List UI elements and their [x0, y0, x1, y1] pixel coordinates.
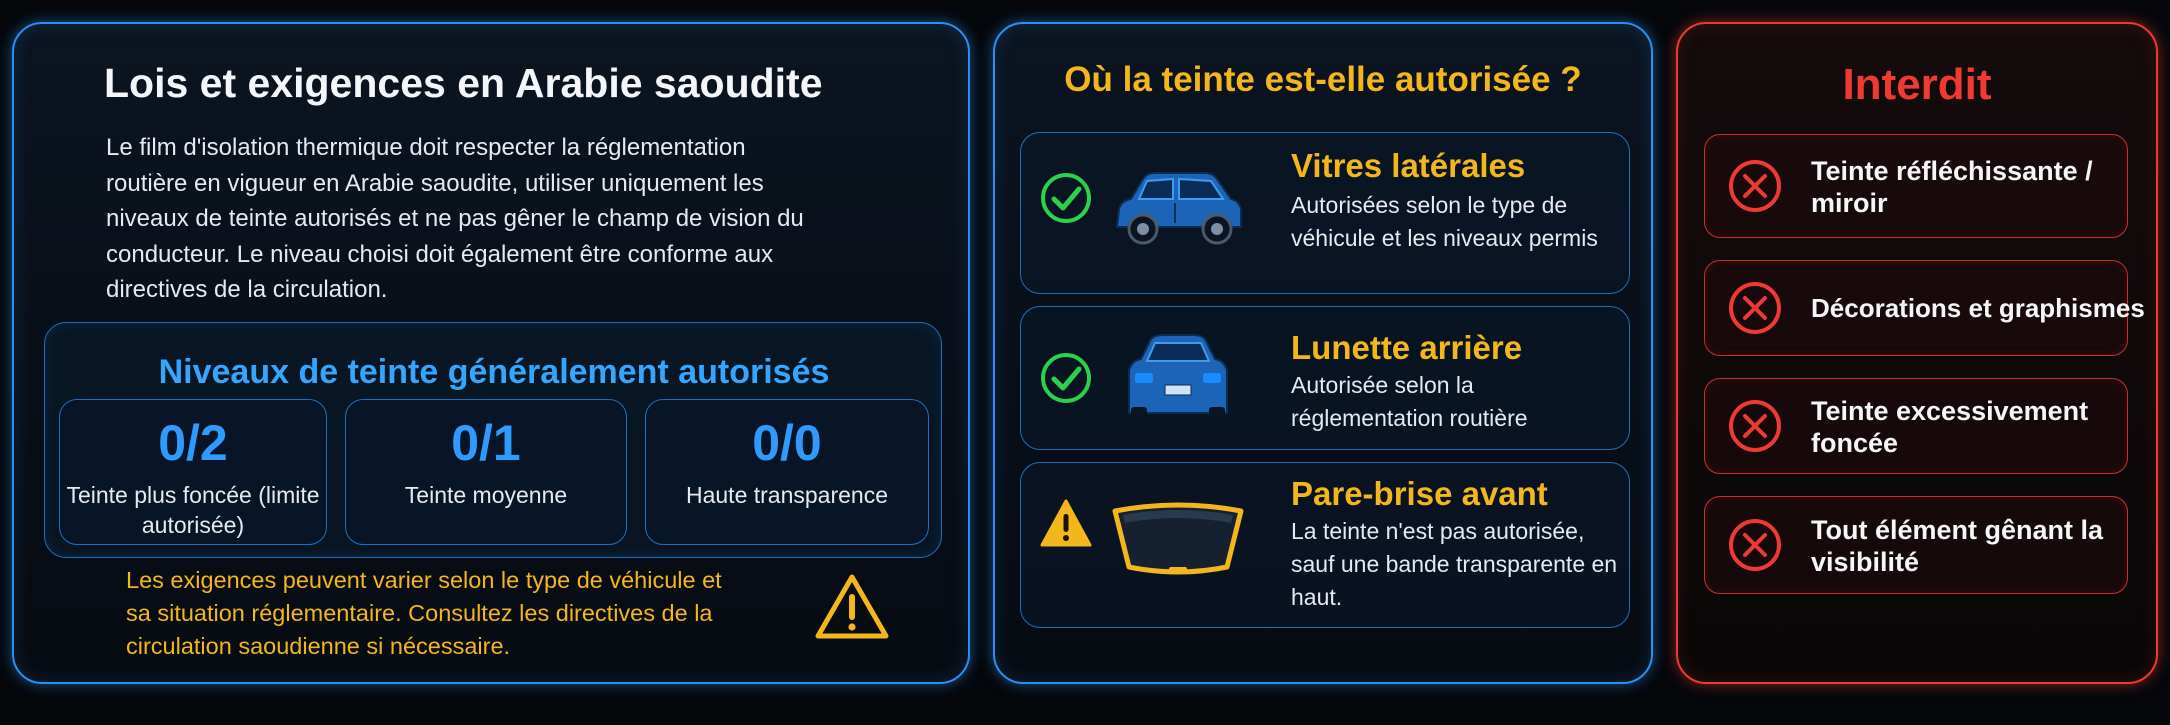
tint-level-card — [645, 399, 929, 545]
allowed-zones-title: Où la teinte est-elle autorisée ? — [1064, 60, 1582, 99]
check-circle-icon — [1039, 351, 1093, 405]
x-circle-icon — [1727, 158, 1783, 214]
side-car-icon — [1109, 165, 1247, 255]
forbidden-item-label: Décorations et graphismes — [1811, 293, 2145, 323]
forbidden-item-label: Teinte réfléchissante / miroir — [1811, 156, 2093, 218]
tint-level-value: 0/2 — [158, 415, 228, 471]
tint-levels-box — [44, 322, 942, 558]
forbidden-item-label: Tout élément gênant la visibilité — [1811, 515, 2104, 577]
tint-level-label: Teinte moyenne — [404, 482, 568, 508]
rear-car-icon — [1109, 331, 1247, 421]
forbidden-item — [1704, 378, 2128, 474]
regulation-note: Les exigences peuvent varier selon le type de véhicule et sa situation réglementaire. Consultez les directives de la circulation saoudienne si nécessaire. — [126, 567, 722, 659]
zone-title: Lunette arrière — [1291, 329, 1523, 366]
tint-level-label: Teinte plus foncée (limite autorisée) — [66, 482, 320, 538]
zone-windshield — [1020, 462, 1630, 628]
zone-description: La teinte n'est pas autorisée, sauf une bande transparente en haut. — [1291, 518, 1618, 610]
zone-description: Autorisées selon le type de véhicule et les niveaux permis — [1291, 192, 1598, 251]
x-circle-icon — [1727, 398, 1783, 454]
windshield-icon — [1109, 497, 1247, 587]
zone-description: Autorisée selon la réglementation routière — [1291, 372, 1528, 431]
forbidden-item — [1704, 496, 2128, 594]
forbidden-panel — [1676, 22, 2158, 684]
allowed-zones-panel — [993, 22, 1653, 684]
zone-rear-window — [1020, 306, 1630, 450]
x-circle-icon — [1727, 280, 1783, 336]
forbidden-item — [1704, 260, 2145, 356]
tint-level-label: Haute transparence — [685, 482, 888, 508]
check-circle-icon — [1039, 171, 1093, 225]
x-circle-icon — [1727, 517, 1783, 573]
forbidden-item-label: Teinte excessivement foncée — [1811, 396, 2089, 458]
warning-triangle-icon — [1039, 497, 1093, 551]
zone-title: Vitres latérales — [1291, 147, 1526, 184]
zone-side-windows — [1020, 132, 1630, 294]
tint-level-card — [59, 399, 327, 545]
tint-levels-title: Niveaux de teinte généralement autorisés — [158, 353, 830, 391]
tint-level-value: 0/0 — [752, 415, 822, 471]
laws-title: Lois et exigences en Arabie saoudite — [104, 60, 823, 106]
zone-title: Pare-brise avant — [1291, 475, 1548, 512]
laws-description: Le film d'isolation thermique doit respecter la réglementation routière en vigueur en Arabie saoudite, utiliser uniquement les niveaux de teinte autorisés et ne pas gêner le champ de vision du conducteur. Le niveau choisi doit également être conforme aux directives de la circulation. — [106, 134, 804, 303]
tint-level-card — [345, 399, 627, 545]
laws-panel — [12, 22, 970, 684]
forbidden-title: Interdit — [1842, 60, 1992, 109]
forbidden-item — [1704, 134, 2128, 238]
tint-level-value: 0/1 — [451, 415, 521, 471]
warning-triangle-icon — [814, 572, 890, 642]
